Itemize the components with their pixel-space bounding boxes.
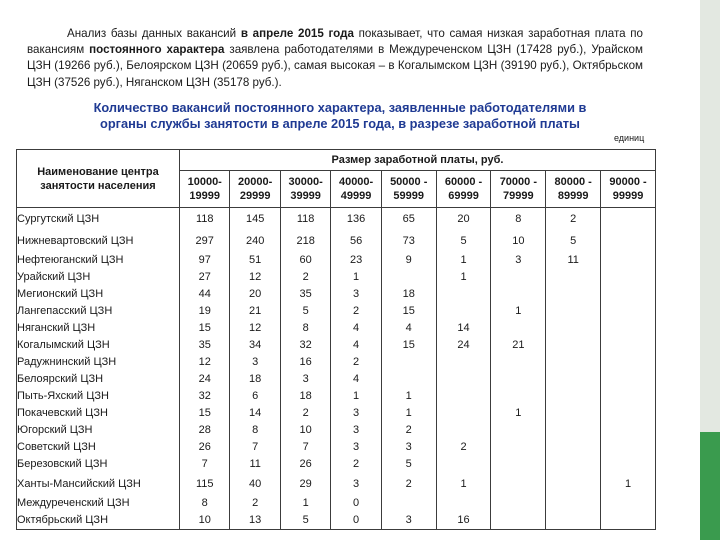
range-to: 39999: [290, 190, 321, 202]
center-name-cell: Советский ЦЗН: [17, 439, 180, 456]
side-accent-block: [700, 432, 720, 540]
unit-label: единиц: [614, 133, 645, 143]
vacancy-count-cell: [491, 512, 546, 530]
vacancy-count-cell: 21: [230, 303, 280, 320]
range-from: 50000 -: [390, 176, 428, 188]
intro-text-1: Анализ базы данных вакансий: [67, 27, 241, 40]
vacancy-count-cell: [601, 252, 656, 269]
vacancy-count-cell: 2: [331, 303, 381, 320]
vacancy-count-cell: 4: [331, 337, 381, 354]
vacancy-count-cell: [546, 371, 601, 388]
intro-bold-2: постоянного характера: [89, 43, 225, 57]
vacancy-count-cell: 1: [331, 388, 381, 405]
table-row: [17, 269, 656, 286]
table-row: [17, 252, 656, 269]
vacancy-count-cell: [546, 320, 601, 337]
range-from: 80000 -: [554, 176, 592, 188]
vacancy-count-cell: [546, 388, 601, 405]
vacancy-count-cell: 26: [280, 456, 330, 473]
vacancy-count-cell: 1: [331, 269, 381, 286]
vacancy-count-cell: 56: [331, 230, 381, 252]
vacancy-count-cell: [436, 405, 491, 422]
vacancy-count-cell: 12: [230, 320, 280, 337]
vacancy-count-cell: [601, 337, 656, 354]
vacancy-count-cell: 1: [491, 405, 546, 422]
vacancy-count-cell: 4: [381, 320, 436, 337]
vacancy-count-cell: [601, 422, 656, 439]
vacancy-count-cell: 2: [436, 439, 491, 456]
vacancy-count-cell: 3: [331, 439, 381, 456]
center-name-cell: Нижневартовский ЦЗН: [17, 230, 180, 252]
center-name-cell: Пыть-Яхский ЦЗН: [17, 388, 180, 405]
vacancy-count-cell: 65: [381, 208, 436, 231]
salary-range-header: [180, 171, 230, 208]
range-to: 49999: [340, 190, 372, 202]
range-from: 10000-: [187, 176, 222, 188]
table-row: [17, 473, 656, 495]
center-name-cell: Покачевский ЦЗН: [17, 405, 180, 422]
vacancy-count-cell: 8: [491, 208, 546, 231]
vacancy-count-cell: 18: [230, 371, 280, 388]
vacancy-count-cell: 5: [280, 512, 330, 530]
vacancy-count-cell: [546, 456, 601, 473]
vacancy-count-cell: 12: [230, 269, 280, 286]
salary-range-header: [491, 171, 546, 208]
vacancy-count-cell: 1: [436, 269, 491, 286]
range-from: 60000 -: [444, 176, 483, 188]
vacancy-count-cell: [601, 230, 656, 252]
vacancy-count-cell: 14: [230, 405, 280, 422]
vacancy-count-cell: [436, 371, 491, 388]
vacancy-count-cell: 0: [331, 512, 381, 530]
range-to: 79999: [503, 190, 534, 202]
vacancy-count-cell: [491, 495, 546, 512]
vacancy-count-cell: [491, 473, 546, 495]
range-to: 29999: [239, 190, 271, 202]
table-row: [17, 337, 656, 354]
vacancy-count-cell: [601, 208, 656, 231]
intro-bold-1: в апреле 2015 года: [240, 27, 354, 40]
vacancy-count-cell: 35: [180, 337, 230, 354]
vacancy-count-cell: 1: [601, 473, 656, 495]
vacancy-count-cell: [601, 303, 656, 320]
vacancy-count-cell: 2: [546, 208, 601, 231]
vacancy-count-cell: 15: [381, 337, 436, 354]
vacancy-count-cell: [546, 422, 601, 439]
vacancy-count-cell: 218: [280, 230, 330, 252]
vacancy-count-cell: 1: [280, 495, 330, 512]
table-row: [17, 495, 656, 512]
vacancy-count-cell: 2: [280, 269, 330, 286]
range-to: 19999: [189, 190, 221, 202]
vacancy-count-cell: [601, 388, 656, 405]
vacancy-count-cell: 118: [180, 208, 230, 231]
salary-size-header: Размер заработной платы, руб.: [180, 150, 656, 171]
vacancy-count-cell: 4: [331, 371, 381, 388]
vacancy-count-cell: 5: [546, 230, 601, 252]
table-row: [17, 354, 656, 371]
vacancy-count-cell: 7: [280, 439, 330, 456]
vacancy-count-cell: 3: [230, 354, 280, 371]
intro-paragraph: [27, 26, 643, 91]
vacancy-count-cell: 23: [331, 252, 381, 269]
vacancy-count-cell: 3: [491, 252, 546, 269]
center-name-cell: Белоярский ЦЗН: [17, 371, 180, 388]
intro-text-3: заявлена работодателями в Междуреченском ЦЗН (17428 руб.), Урайском ЦЗН (19266 руб.), Белоярском ЦЗН (20659 руб.), самая высокая – в Когалымском ЦЗН (39190 руб.), Октябрьском ЦЗН (37526 руб.), Няганском ЦЗН (35178 руб.).: [27, 43, 643, 89]
vacancy-count-cell: [436, 456, 491, 473]
vacancy-count-cell: [491, 320, 546, 337]
vacancy-count-cell: 51: [230, 252, 280, 269]
vacancy-count-cell: 32: [280, 337, 330, 354]
table-body: [17, 208, 656, 530]
vacancy-count-cell: 21: [491, 337, 546, 354]
vacancy-count-cell: [436, 495, 491, 512]
vacancy-count-cell: [436, 354, 491, 371]
vacancy-count-cell: 29: [280, 473, 330, 495]
vacancy-count-cell: 1: [491, 303, 546, 320]
center-name-cell: Ханты-Мансийский ЦЗН: [17, 473, 180, 495]
vacancy-count-cell: [381, 269, 436, 286]
vacancy-count-cell: 35: [280, 286, 330, 303]
vacancy-count-cell: 73: [381, 230, 436, 252]
vacancy-count-cell: [546, 337, 601, 354]
vacancy-count-cell: 10: [280, 422, 330, 439]
vacancy-count-cell: 32: [180, 388, 230, 405]
center-name-cell: Октябрьский ЦЗН: [17, 512, 180, 530]
vacancy-count-cell: 28: [180, 422, 230, 439]
vacancy-count-cell: 1: [436, 252, 491, 269]
table-row: [17, 388, 656, 405]
vacancy-count-cell: [436, 422, 491, 439]
vacancy-count-cell: [601, 495, 656, 512]
vacancy-count-cell: [546, 354, 601, 371]
vacancy-count-cell: [491, 269, 546, 286]
vacancy-count-cell: 2: [381, 422, 436, 439]
center-name-cell: Березовский ЦЗН: [17, 456, 180, 473]
vacancy-count-cell: 7: [180, 456, 230, 473]
vacancy-count-cell: 11: [546, 252, 601, 269]
vacancy-count-cell: 60: [280, 252, 330, 269]
vacancy-count-cell: [546, 473, 601, 495]
table-row: [17, 405, 656, 422]
center-name-cell: Нефтеюганский ЦЗН: [17, 252, 180, 269]
vacancy-count-cell: 118: [280, 208, 330, 231]
vacancy-count-cell: [601, 320, 656, 337]
vacancy-count-cell: 115: [180, 473, 230, 495]
vacancy-count-cell: 97: [180, 252, 230, 269]
vacancy-count-cell: 5: [280, 303, 330, 320]
vacancy-count-cell: 15: [381, 303, 436, 320]
vacancy-count-cell: 297: [180, 230, 230, 252]
table-row: [17, 439, 656, 456]
vacancy-count-cell: 44: [180, 286, 230, 303]
vacancy-count-cell: [491, 371, 546, 388]
table-title-line-1: Количество вакансий постоянного характера, заявленные работодателями в: [93, 100, 587, 115]
table-row: [17, 208, 656, 231]
vacancy-count-cell: 14: [436, 320, 491, 337]
vacancy-count-cell: 12: [180, 354, 230, 371]
vacancy-count-cell: 34: [230, 337, 280, 354]
vacancy-count-cell: 2: [331, 456, 381, 473]
vacancy-count-cell: 20: [230, 286, 280, 303]
vacancy-count-cell: [491, 456, 546, 473]
vacancy-count-cell: 18: [280, 388, 330, 405]
vacancy-count-cell: [491, 422, 546, 439]
vacancy-count-cell: [381, 495, 436, 512]
vacancy-count-cell: [601, 512, 656, 530]
vacancy-count-cell: [436, 303, 491, 320]
vacancy-count-cell: [601, 269, 656, 286]
vacancy-count-cell: [601, 286, 656, 303]
vacancy-count-cell: 3: [381, 439, 436, 456]
salary-range-header: [546, 171, 601, 208]
table-row: [17, 286, 656, 303]
center-name-cell: Междуреченский ЦЗН: [17, 495, 180, 512]
center-name-cell: Лангепасский ЦЗН: [17, 303, 180, 320]
vacancy-count-cell: 3: [280, 371, 330, 388]
salary-range-header: [230, 171, 280, 208]
vacancy-count-cell: 2: [230, 495, 280, 512]
range-to: 59999: [393, 190, 425, 202]
salary-range-header: [381, 171, 436, 208]
vacancy-count-cell: 5: [436, 230, 491, 252]
vacancy-count-cell: [491, 354, 546, 371]
vacancy-count-cell: 6: [230, 388, 280, 405]
table-title: [40, 100, 640, 132]
vacancy-count-cell: 18: [381, 286, 436, 303]
range-from: 90000 -: [609, 176, 647, 188]
range-to: 99999: [612, 190, 644, 202]
vacancy-salary-table: [16, 149, 656, 530]
vacancy-count-cell: 4: [331, 320, 381, 337]
table-row: [17, 456, 656, 473]
vacancy-count-cell: 240: [230, 230, 280, 252]
vacancy-count-cell: 10: [491, 230, 546, 252]
range-to: 69999: [448, 190, 479, 202]
vacancy-count-cell: [546, 512, 601, 530]
range-to: 89999: [557, 190, 589, 202]
vacancy-count-cell: 3: [381, 512, 436, 530]
center-name-cell: Урайский ЦЗН: [17, 269, 180, 286]
table-row: [17, 320, 656, 337]
vacancy-count-cell: 5: [381, 456, 436, 473]
vacancy-count-cell: [601, 405, 656, 422]
center-name-header: Наименование центра занятости населения: [17, 150, 180, 208]
vacancy-count-cell: 8: [180, 495, 230, 512]
vacancy-count-cell: 2: [381, 473, 436, 495]
vacancy-count-cell: 26: [180, 439, 230, 456]
intro-text-2: показывает, что самая низкая заработная плата по вакансиям: [27, 27, 644, 57]
vacancy-count-cell: [601, 371, 656, 388]
vacancy-count-cell: [601, 439, 656, 456]
vacancy-count-cell: [491, 439, 546, 456]
vacancy-count-cell: [436, 286, 491, 303]
vacancy-count-cell: 40: [230, 473, 280, 495]
vacancy-count-cell: 145: [230, 208, 280, 231]
vacancy-count-cell: 27: [180, 269, 230, 286]
range-from: 20000-: [238, 176, 273, 188]
center-name-cell: Сургутский ЦЗН: [17, 208, 180, 231]
vacancy-count-cell: 2: [331, 354, 381, 371]
side-decoration-bar: [700, 0, 720, 540]
vacancy-count-cell: 3: [331, 405, 381, 422]
vacancy-count-cell: 20: [436, 208, 491, 231]
vacancy-count-cell: [381, 371, 436, 388]
vacancy-count-cell: 19: [180, 303, 230, 320]
center-name-cell: Няганский ЦЗН: [17, 320, 180, 337]
vacancy-count-cell: 9: [381, 252, 436, 269]
range-from: 40000-: [338, 176, 374, 188]
vacancy-count-cell: 1: [381, 388, 436, 405]
vacancy-count-cell: 7: [230, 439, 280, 456]
salary-range-header: [436, 171, 491, 208]
center-name-cell: Мегионский ЦЗН: [17, 286, 180, 303]
vacancy-count-cell: 136: [331, 208, 381, 231]
vacancy-count-cell: 24: [180, 371, 230, 388]
vacancy-count-cell: [546, 303, 601, 320]
vacancy-count-cell: [546, 495, 601, 512]
vacancy-count-cell: 1: [381, 405, 436, 422]
vacancy-count-cell: [601, 456, 656, 473]
center-name-cell: Югорский ЦЗН: [17, 422, 180, 439]
vacancy-count-cell: [436, 388, 491, 405]
table-row: [17, 303, 656, 320]
vacancy-count-cell: 15: [180, 405, 230, 422]
vacancy-count-cell: [546, 286, 601, 303]
range-from: 30000-: [288, 176, 323, 188]
vacancy-count-cell: [491, 388, 546, 405]
vacancy-count-cell: 13: [230, 512, 280, 530]
vacancy-count-cell: 8: [280, 320, 330, 337]
vacancy-count-cell: 16: [280, 354, 330, 371]
vacancy-count-cell: 11: [230, 456, 280, 473]
vacancy-count-cell: 24: [436, 337, 491, 354]
vacancy-count-cell: 10: [180, 512, 230, 530]
salary-range-header: [331, 171, 381, 208]
vacancy-count-cell: [381, 354, 436, 371]
table-row: [17, 230, 656, 252]
table-row: [17, 422, 656, 439]
table-row: [17, 512, 656, 530]
vacancy-count-cell: [601, 354, 656, 371]
vacancy-count-cell: 15: [180, 320, 230, 337]
vacancy-count-cell: [546, 269, 601, 286]
vacancy-count-cell: 0: [331, 495, 381, 512]
salary-range-header: [280, 171, 330, 208]
table-title-line-2: органы службы занятости в апреле 2015 года, в разрезе заработной платы: [100, 116, 580, 131]
vacancy-count-cell: 3: [331, 422, 381, 439]
vacancy-count-cell: 16: [436, 512, 491, 530]
table-row: [17, 371, 656, 388]
vacancy-count-cell: [491, 286, 546, 303]
vacancy-count-cell: 3: [331, 473, 381, 495]
vacancy-count-cell: 8: [230, 422, 280, 439]
vacancy-count-cell: 3: [331, 286, 381, 303]
range-from: 70000 -: [499, 176, 537, 188]
center-name-cell: Когалымский ЦЗН: [17, 337, 180, 354]
salary-range-header: [601, 171, 656, 208]
vacancy-count-cell: [546, 405, 601, 422]
center-name-cell: Радужнинский ЦЗН: [17, 354, 180, 371]
vacancy-count-cell: [546, 439, 601, 456]
vacancy-count-cell: 2: [280, 405, 330, 422]
vacancy-count-cell: 1: [436, 473, 491, 495]
